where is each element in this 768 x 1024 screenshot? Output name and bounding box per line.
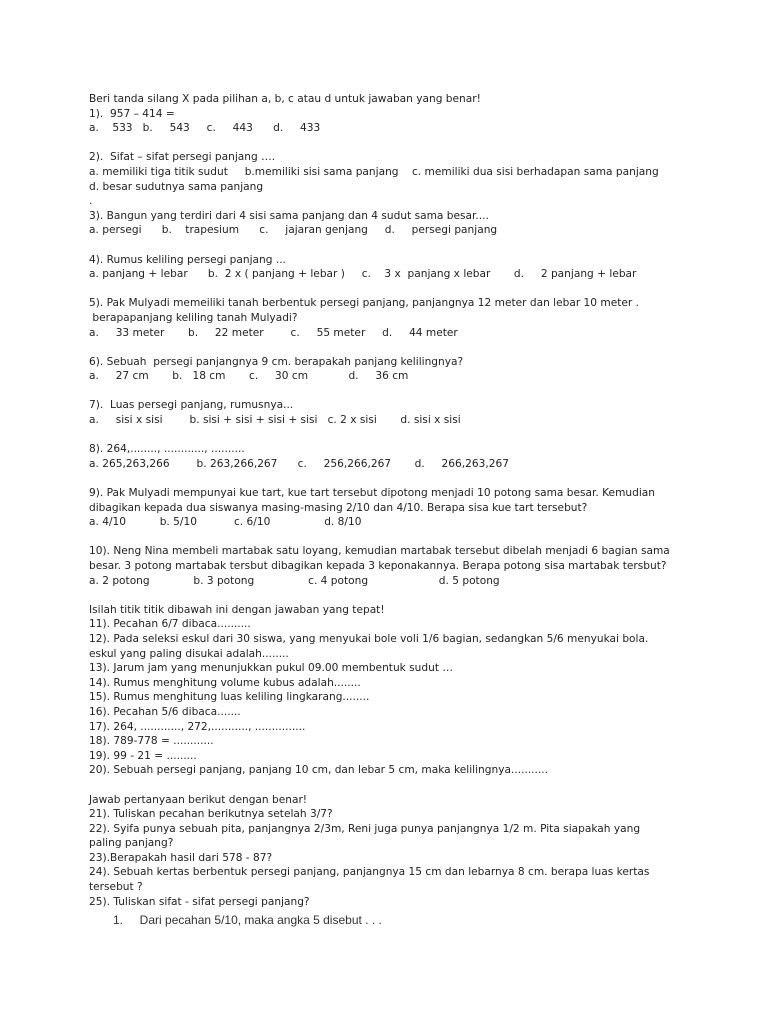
question-8-options: a. 265,263,266 b. 263,266,267 c. 256,266,267 d. 266,263,267	[89, 457, 509, 470]
question-4: 4). Rumus keliling persegi panjang ...	[89, 253, 286, 266]
worksheet	[89, 92, 689, 909]
final-numbered-item: 1. Dari pecahan 5/10, maka angka 5 disebut . . .	[113, 913, 382, 927]
question-14: 14). Rumus menghitung volume kubus adalah........	[89, 676, 361, 689]
question-3-options: a. persegi b. trapesium c. jajaran genjang d. persegi panjang	[89, 224, 498, 237]
question-5-cont: berapapanjang keliling tanah Mulyadi?	[89, 311, 298, 324]
question-17: 17). 264, ............, 272,..........., ...............	[89, 720, 306, 733]
question-6: 6). Sebuah persegi panjangnya 9 cm. berapakah panjang kelilingnya?	[89, 355, 464, 368]
question-23: 23).Berapakah hasil dari 578 - 87?	[89, 851, 273, 864]
question-12: 12). Pada seleksi eskul dari 30 siswa, yang menyukai bole voli 1/6 bagian, sedangkan 5/6 menyukai bola.	[89, 632, 649, 645]
question-5: 5). Pak Mulyadi memeiliki tanah berbentuk persegi panjang, panjangnya 12 meter dan lebar 10 meter .	[89, 297, 639, 310]
question-25: 25). Tuliskan sifat - sifat persegi panjang?	[89, 895, 310, 908]
question-21: 21). Tuliskan pecahan berikutnya setelah 3/7?	[89, 808, 333, 821]
question-6-options: a. 27 cm b. 18 cm c. 30 cm d. 36 cm	[89, 370, 409, 383]
question-2-options-cont: d. besar sudutnya sama panjang	[89, 180, 264, 193]
question-13: 13). Jarum jam yang menunjukkan pukul 09.00 membentuk sudut …	[89, 662, 453, 675]
question-24-cont: tersebut ?	[89, 881, 143, 894]
question-9-cont: dibagikan kepada dua siswanya masing-masing 2/10 dan 4/10. Berapa sisa kue tart tersebut?	[89, 501, 588, 514]
question-9-options: a. 4/10 b. 5/10 c. 6/10 d. 8/10	[89, 516, 362, 529]
question-12-cont: eskul yang paling disukai adalah........	[89, 647, 289, 660]
question-19: 19). 99 - 21 = .........	[89, 749, 197, 762]
question-2-options: a. memiliki tiga titik sudut b.memiliki sisi sama panjang c. memiliki dua sisi berhadapan sama panjang	[89, 165, 659, 178]
question-24: 24). Sebuah kertas berbentuk persegi panjang, panjangnya 15 cm dan lebarnya 8 cm. berapa luas kertas	[89, 866, 650, 879]
question-7: 7). Luas persegi panjang, rumusnya...	[89, 399, 294, 412]
question-3: 3). Bangun yang terdiri dari 4 sisi sama panjang dan 4 sudut sama besar....	[89, 209, 489, 222]
question-10: 10). Neng Nina membeli martabak satu loyang, kemudian martabak tersebut dibelah menjadi 6 bagian sama	[89, 545, 670, 558]
question-10-options: a. 2 potong b. 3 potong c. 4 potong d. 5 potong	[89, 574, 500, 587]
question-7-options: a. sisi x sisi b. sisi + sisi + sisi + sisi c. 2 x sisi d. sisi x sisi	[89, 414, 461, 427]
question-10-cont: besar. 3 potong martabak tersbut dibagikan kepada 3 keponakannya. Berapa potong sisa martabak tersbut?	[89, 560, 667, 572]
question-2: 2). Sifat – sifat persegi panjang ….	[89, 151, 276, 164]
question-16: 16). Pecahan 5/6 dibaca.......	[89, 705, 241, 718]
question-22-cont: paling panjang?	[89, 837, 174, 850]
question-15: 15). Rumus menghitung luas keliling lingkarang........	[89, 691, 370, 704]
question-9: 9). Pak Mulyadi mempunyai kue tart, kue tart tersebut dipotong menjadi 10 potong sama besar. Kemudian	[89, 487, 655, 500]
question-5-options: a. 33 meter b. 22 meter c. 55 meter d. 44 meter	[89, 326, 458, 339]
question-1-options: a. 533 b. 543 c. 443 d. 433	[89, 122, 321, 135]
instruction-part1: Beri tanda silang X pada pilihan a, b, c atau d untuk jawaban yang benar!	[89, 93, 481, 105]
question-11: 11). Pecahan 6/7 dibaca..........	[89, 618, 251, 631]
question-18: 18). 789-778 = ............	[89, 735, 214, 748]
question-8: 8). 264,........, ............, ..........	[89, 443, 245, 456]
instruction-part2: Isilah titik titik dibawah ini dengan jawaban yang tepat!	[89, 603, 385, 616]
question-22: 22). Syifa punya sebuah pita, panjangnya 2/3m, Reni juga punya panjangnya 1/2 m. Pita siapakah yang	[89, 822, 641, 835]
question-1: 1). 957 – 414 =	[89, 107, 175, 120]
question-4-options: a. panjang + lebar b. 2 x ( panjang + lebar ) c. 3 x panjang x lebar d. 2 panjang + lebar	[89, 268, 637, 281]
instruction-part3: Jawab pertanyaan berikut dengan benar!	[89, 793, 308, 806]
question-20: 20). Sebuah persegi panjang, panjang 10 cm, dan lebar 5 cm, maka kelilingnya...........	[89, 764, 549, 777]
stray-dot: .	[89, 195, 93, 208]
